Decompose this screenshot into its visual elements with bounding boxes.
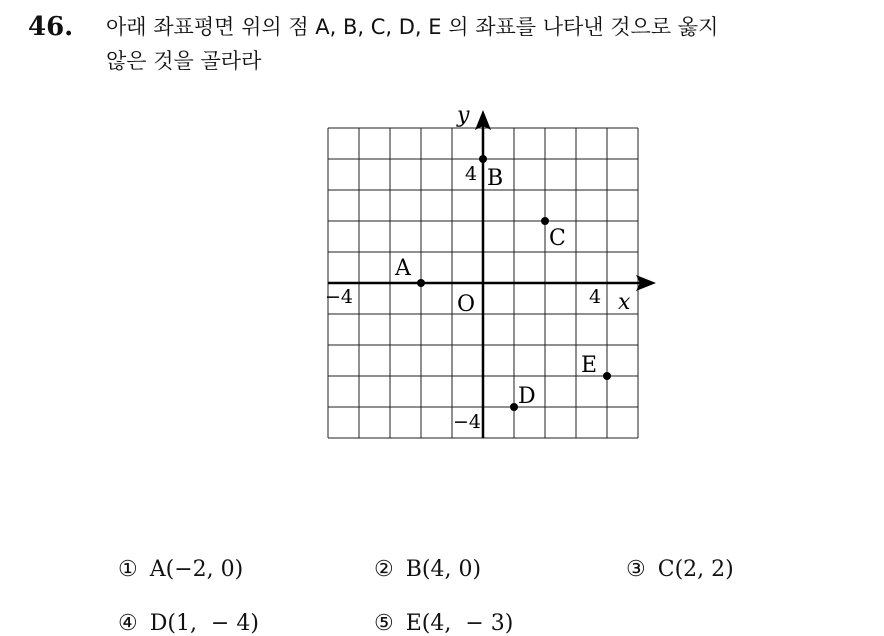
point-label-d: D (518, 384, 536, 409)
choice-4-marker: ④ (118, 611, 138, 636)
choice-1[interactable] (104, 532, 243, 582)
question-number: 46. (28, 12, 74, 42)
point-a (417, 279, 425, 287)
origin-label: O (457, 292, 476, 317)
point-label-b: B (487, 166, 504, 191)
tick-label-y-neg: −4 (453, 411, 482, 433)
point-label-a: A (395, 256, 411, 281)
question-text-line-1: 아래 좌표평면 위의 점 A, B, C, D, E 의 좌표를 나타낸 것으로 옳지 (106, 15, 719, 39)
choice-3[interactable] (612, 532, 734, 582)
coordinate-plane-figure (320, 103, 650, 450)
y-axis-label: y (457, 103, 470, 128)
point-label-e: E (581, 353, 598, 378)
choice-1-text: A(−2, 0) (149, 557, 244, 582)
point-e (603, 372, 611, 380)
point-c (541, 217, 549, 225)
choice-2-marker: ② (374, 557, 394, 582)
choice-4-text: D(1, − 4) (149, 611, 259, 636)
choice-2[interactable] (360, 532, 481, 582)
tick-label-x-neg: −4 (325, 286, 354, 308)
tick-label-x-pos: 4 (589, 286, 602, 308)
point-d (510, 403, 518, 411)
choice-5-text: E(4, − 3) (405, 611, 514, 636)
tick-label-y-pos: 4 (465, 163, 478, 185)
choice-3-marker: ③ (626, 557, 646, 582)
question-text-line-2: 않은 것을 골라라 (106, 49, 262, 73)
point-label-c: C (549, 226, 566, 251)
question-text (106, 10, 876, 78)
coordinate-plane (320, 103, 650, 450)
choice-2-text: B(4, 0) (405, 557, 482, 582)
choice-1-marker: ① (118, 557, 138, 582)
choice-5-marker: ⑤ (374, 611, 394, 636)
choice-3-text: C(2, 2) (657, 557, 734, 582)
choice-4[interactable] (104, 586, 259, 636)
choice-5[interactable] (360, 586, 513, 636)
x-axis-label: x (618, 290, 631, 315)
point-b (479, 155, 487, 163)
